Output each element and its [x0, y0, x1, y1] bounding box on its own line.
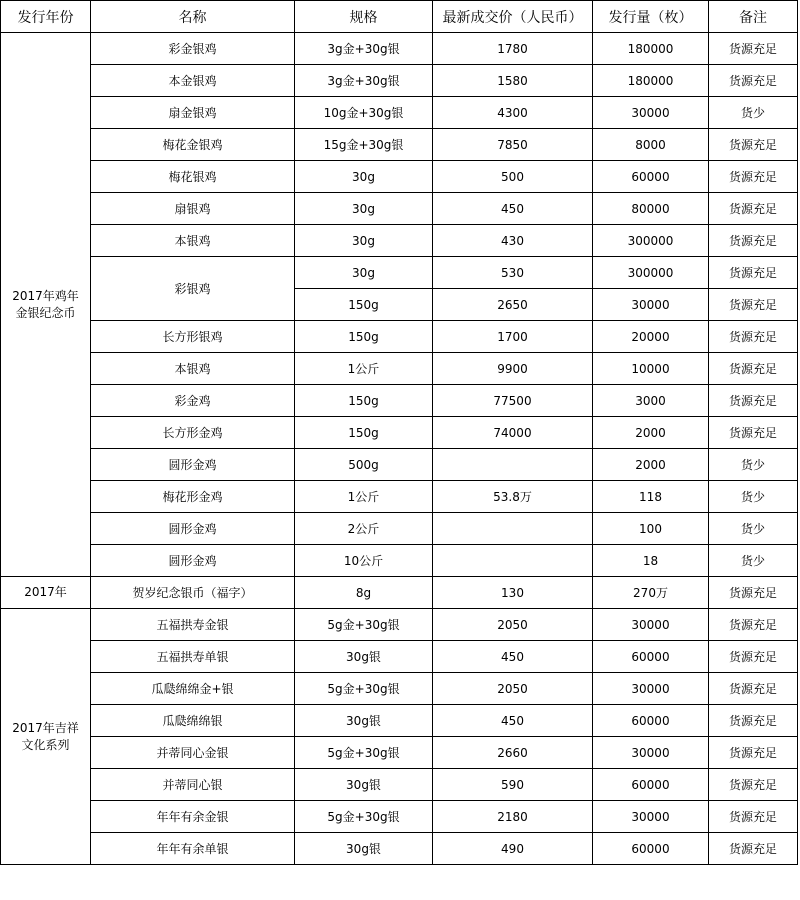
coin-name-cell: 五福拱寿金银 — [91, 609, 295, 641]
coin-name-cell: 彩银鸡 — [91, 257, 295, 321]
coin-name-cell: 梅花金银鸡 — [91, 129, 295, 161]
coin-spec-cell: 1公斤 — [295, 353, 433, 385]
coin-spec-cell: 5g金+30g银 — [295, 673, 433, 705]
coin-price-cell: 450 — [433, 193, 593, 225]
coin-price-cell: 450 — [433, 705, 593, 737]
coin-name-cell: 年年有余单银 — [91, 833, 295, 865]
coin-note-cell: 货少 — [709, 513, 798, 545]
coin-mintage-cell: 20000 — [593, 321, 709, 353]
coin-mintage-cell: 180000 — [593, 33, 709, 65]
coin-price-cell: 490 — [433, 833, 593, 865]
coin-price-cell: 450 — [433, 641, 593, 673]
table-row — [1, 801, 798, 833]
coin-price-cell: 530 — [433, 257, 593, 289]
coin-mintage-cell: 10000 — [593, 353, 709, 385]
coin-note-cell: 货源充足 — [709, 353, 798, 385]
coin-spec-cell: 30g银 — [295, 833, 433, 865]
coin-note-cell: 货源充足 — [709, 577, 798, 609]
coin-name-cell: 并蒂同心金银 — [91, 737, 295, 769]
coin-note-cell: 货源充足 — [709, 705, 798, 737]
header-row — [1, 1, 798, 33]
coin-spec-cell: 5g金+30g银 — [295, 737, 433, 769]
coin-spec-cell: 30g银 — [295, 769, 433, 801]
table-row — [1, 97, 798, 129]
coin-price-cell — [433, 545, 593, 577]
table-row — [1, 545, 798, 577]
issue-year-line: 金银纪念币 — [15, 305, 76, 320]
coin-price-cell: 74000 — [433, 417, 593, 449]
coin-spec-cell: 10公斤 — [295, 545, 433, 577]
coin-price-cell: 9900 — [433, 353, 593, 385]
coin-price-cell: 2180 — [433, 801, 593, 833]
coin-price-cell: 2050 — [433, 609, 593, 641]
coin-spec-cell: 15g金+30g银 — [295, 129, 433, 161]
coin-mintage-cell: 60000 — [593, 769, 709, 801]
issue-year-line: 2017年吉祥 — [12, 720, 79, 735]
coin-spec-cell: 1公斤 — [295, 481, 433, 513]
coin-note-cell: 货源充足 — [709, 225, 798, 257]
coin-mintage-cell: 180000 — [593, 65, 709, 97]
table-row — [1, 481, 798, 513]
coin-note-cell: 货源充足 — [709, 65, 798, 97]
coin-mintage-cell: 60000 — [593, 833, 709, 865]
coin-mintage-cell: 60000 — [593, 161, 709, 193]
issue-year-cell — [1, 33, 91, 577]
coin-name-cell: 扇银鸡 — [91, 193, 295, 225]
coin-note-cell: 货源充足 — [709, 801, 798, 833]
coin-note-cell: 货源充足 — [709, 833, 798, 865]
coin-mintage-cell: 60000 — [593, 641, 709, 673]
table-row — [1, 257, 798, 289]
coin-price-cell: 1700 — [433, 321, 593, 353]
coin-name-cell: 并蒂同心银 — [91, 769, 295, 801]
coin-name-cell: 年年有余金银 — [91, 801, 295, 833]
coin-spec-cell: 8g — [295, 577, 433, 609]
header-mintage: 发行量（枚） — [593, 1, 709, 33]
table-row — [1, 769, 798, 801]
coin-spec-cell: 10g金+30g银 — [295, 97, 433, 129]
coin-spec-cell: 150g — [295, 417, 433, 449]
table-row — [1, 225, 798, 257]
coin-price-cell: 2650 — [433, 289, 593, 321]
coin-spec-cell: 30g — [295, 257, 433, 289]
coin-mintage-cell: 3000 — [593, 385, 709, 417]
coin-mintage-cell: 2000 — [593, 417, 709, 449]
coin-name-cell: 长方形银鸡 — [91, 321, 295, 353]
coin-spec-cell: 150g — [295, 385, 433, 417]
coin-note-cell: 货少 — [709, 481, 798, 513]
coin-mintage-cell: 30000 — [593, 801, 709, 833]
coin-note-cell: 货源充足 — [709, 257, 798, 289]
coin-mintage-cell: 30000 — [593, 97, 709, 129]
coin-mintage-cell: 300000 — [593, 225, 709, 257]
coin-name-cell: 长方形金鸡 — [91, 417, 295, 449]
header-year: 发行年份 — [1, 1, 91, 33]
table-row — [1, 65, 798, 97]
coin-note-cell: 货源充足 — [709, 129, 798, 161]
coin-note-cell: 货源充足 — [709, 769, 798, 801]
header-spec: 规格 — [295, 1, 433, 33]
coin-price-cell: 500 — [433, 161, 593, 193]
table-row — [1, 129, 798, 161]
header-name: 名称 — [91, 1, 295, 33]
table-row — [1, 833, 798, 865]
table-row — [1, 417, 798, 449]
header-price: 最新成交价（人民币） — [433, 1, 593, 33]
coin-spec-cell: 3g金+30g银 — [295, 33, 433, 65]
coin-mintage-cell: 30000 — [593, 609, 709, 641]
coin-spec-cell: 500g — [295, 449, 433, 481]
coin-name-cell: 贺岁纪念银币（福字） — [91, 577, 295, 609]
coin-note-cell: 货源充足 — [709, 321, 798, 353]
coin-spec-cell: 30g — [295, 161, 433, 193]
coin-note-cell: 货源充足 — [709, 161, 798, 193]
coin-name-cell: 彩金银鸡 — [91, 33, 295, 65]
coin-mintage-cell: 60000 — [593, 705, 709, 737]
coin-name-cell: 梅花银鸡 — [91, 161, 295, 193]
coin-spec-cell: 5g金+30g银 — [295, 801, 433, 833]
coin-mintage-cell: 18 — [593, 545, 709, 577]
coin-name-cell: 梅花形金鸡 — [91, 481, 295, 513]
table-row — [1, 385, 798, 417]
coin-name-cell: 本金银鸡 — [91, 65, 295, 97]
coin-note-cell: 货源充足 — [709, 737, 798, 769]
table-row — [1, 705, 798, 737]
coin-mintage-cell: 30000 — [593, 737, 709, 769]
coin-price-cell — [433, 513, 593, 545]
table-row — [1, 513, 798, 545]
coin-mintage-cell: 118 — [593, 481, 709, 513]
coin-note-cell: 货源充足 — [709, 609, 798, 641]
coin-spec-cell: 30g银 — [295, 705, 433, 737]
table-row — [1, 737, 798, 769]
coin-name-cell: 圆形金鸡 — [91, 513, 295, 545]
coin-spec-cell: 150g — [295, 289, 433, 321]
coin-price-cell: 53.8万 — [433, 481, 593, 513]
coin-mintage-cell: 100 — [593, 513, 709, 545]
coin-spec-cell: 30g — [295, 193, 433, 225]
coin-price-cell: 4300 — [433, 97, 593, 129]
coin-mintage-cell: 30000 — [593, 289, 709, 321]
coin-note-cell: 货源充足 — [709, 417, 798, 449]
coin-note-cell: 货源充足 — [709, 193, 798, 225]
coin-name-cell: 五福拱寿单银 — [91, 641, 295, 673]
coin-note-cell: 货源充足 — [709, 385, 798, 417]
table-row — [1, 673, 798, 705]
coin-name-cell: 彩金鸡 — [91, 385, 295, 417]
issue-year-line: 2017年鸡年 — [12, 288, 79, 303]
coin-price-cell: 130 — [433, 577, 593, 609]
coin-note-cell: 货少 — [709, 545, 798, 577]
coin-mintage-cell: 8000 — [593, 129, 709, 161]
coin-note-cell: 货源充足 — [709, 673, 798, 705]
table-row — [1, 641, 798, 673]
issue-year-line: 2017年 — [24, 585, 67, 599]
coin-price-cell: 2660 — [433, 737, 593, 769]
table-row — [1, 609, 798, 641]
table-row — [1, 321, 798, 353]
header-note: 备注 — [709, 1, 798, 33]
coin-mintage-cell: 80000 — [593, 193, 709, 225]
coin-spec-cell: 5g金+30g银 — [295, 609, 433, 641]
coin-price-cell: 430 — [433, 225, 593, 257]
coin-note-cell: 货源充足 — [709, 289, 798, 321]
coin-note-cell: 货少 — [709, 449, 798, 481]
issue-year-cell — [1, 609, 91, 865]
coin-price-cell: 2050 — [433, 673, 593, 705]
table-row — [1, 449, 798, 481]
coin-name-cell: 本银鸡 — [91, 225, 295, 257]
table-row — [1, 193, 798, 225]
coin-spec-cell: 3g金+30g银 — [295, 65, 433, 97]
coin-mintage-cell: 30000 — [593, 673, 709, 705]
coin-spec-cell: 150g — [295, 321, 433, 353]
coin-name-cell: 瓜瓞绵绵银 — [91, 705, 295, 737]
coin-price-cell: 77500 — [433, 385, 593, 417]
issue-year-line: 文化系列 — [21, 737, 70, 752]
coin-price-cell: 1580 — [433, 65, 593, 97]
coin-spec-cell: 2公斤 — [295, 513, 433, 545]
coin-price-cell — [433, 449, 593, 481]
table-body — [1, 33, 798, 865]
table-row — [1, 577, 798, 609]
coin-name-cell: 圆形金鸡 — [91, 449, 295, 481]
coin-mintage-cell: 300000 — [593, 257, 709, 289]
coin-price-cell: 7850 — [433, 129, 593, 161]
coin-note-cell: 货少 — [709, 97, 798, 129]
coin-note-cell: 货源充足 — [709, 33, 798, 65]
coin-note-cell: 货源充足 — [709, 641, 798, 673]
table-row — [1, 33, 798, 65]
coin-spec-cell: 30g — [295, 225, 433, 257]
coin-mintage-cell: 2000 — [593, 449, 709, 481]
coin-price-cell: 590 — [433, 769, 593, 801]
table-row — [1, 161, 798, 193]
coin-name-cell: 本银鸡 — [91, 353, 295, 385]
coin-name-cell: 瓜瓞绵绵金+银 — [91, 673, 295, 705]
coin-name-cell: 圆形金鸡 — [91, 545, 295, 577]
coin-name-cell: 扇金银鸡 — [91, 97, 295, 129]
coin-mintage-cell: 270万 — [593, 577, 709, 609]
table-row — [1, 353, 798, 385]
issue-year-cell — [1, 577, 91, 609]
coin-spec-cell: 30g银 — [295, 641, 433, 673]
coin-price-cell: 1780 — [433, 33, 593, 65]
